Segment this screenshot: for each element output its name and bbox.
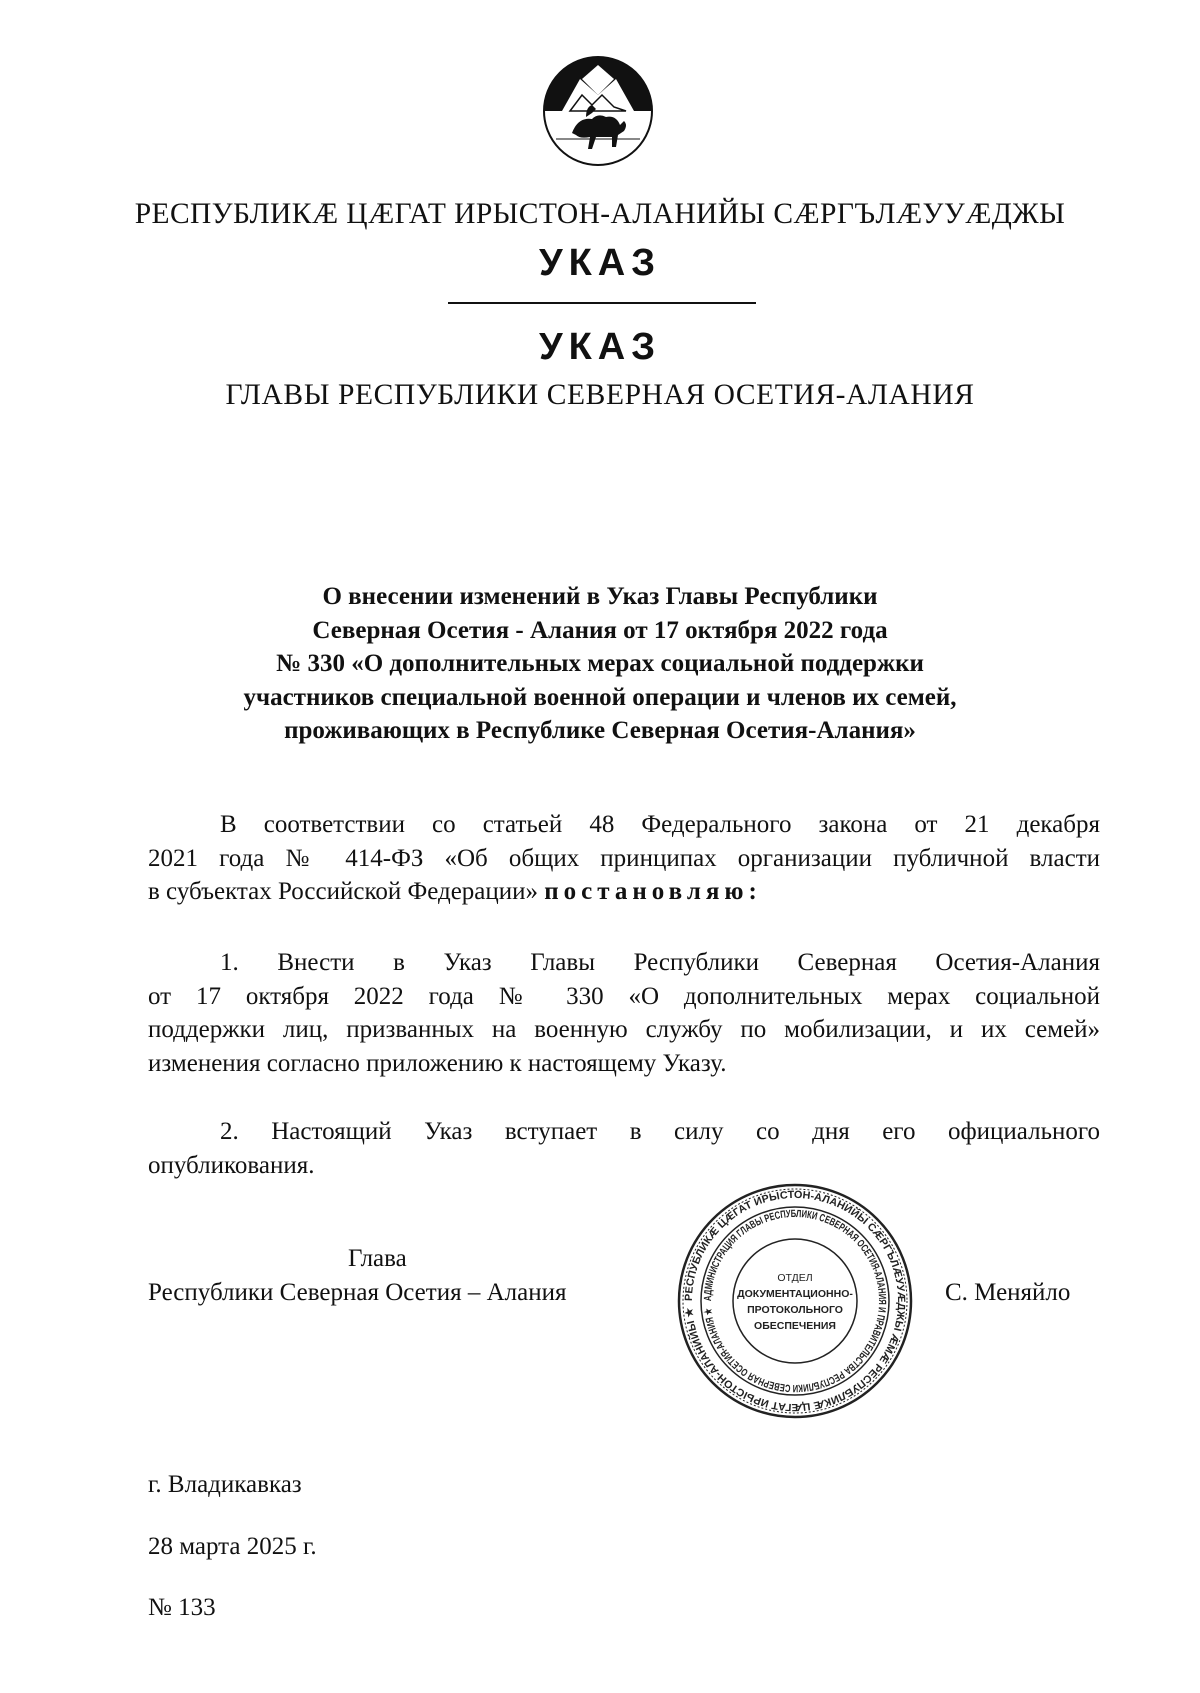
signatory-title-line: Глава (348, 1245, 407, 1272)
decree-number: № 133 (148, 1594, 216, 1621)
issue-place: г. Владикавказ (148, 1471, 302, 1498)
preamble-text: в субъектах Российской Федерации» (148, 878, 539, 906)
org-name-russian: ГЛАВЫ РЕСПУБЛИКИ СЕВЕРНАЯ ОСЕТИЯ-АЛАНИЯ (225, 379, 975, 411)
signatory-name: С. Меняйло (945, 1279, 1071, 1306)
heading-divider (448, 302, 756, 304)
signatory-title (148, 1242, 566, 1309)
signatory-title-line: Республики Северная Осетия – Алания (148, 1278, 567, 1306)
decree-heading-russian: УКАЗ (538, 326, 662, 368)
title-line: участников специальной военной операции и членов их семей, (243, 683, 957, 711)
org-name-ossetian: РЕСПУБЛИКӔ ЦӔГАТ ИРЫСТОН-АЛАНИЙЫ СӔРГЪЛӔУУӔДЖЫ (134, 198, 1066, 230)
title-line: № 330 «О дополнительных мерах социальной поддержки (276, 650, 924, 678)
item-1-paragraph (148, 946, 1100, 1080)
coat-of-arms-icon (542, 55, 654, 167)
seal-center-line: ОБЕСПЕЧЕНИЯ (754, 1320, 836, 1332)
title-line: О внесении изменений в Указ Главы Республики (322, 583, 878, 610)
title-line: проживающих в Республике Северная Осетия-Алания» (284, 717, 916, 745)
item-2-paragraph (148, 1115, 1100, 1182)
issue-date: 28 марта 2025 г. (148, 1533, 317, 1560)
seal-middle-text: АДМИНИСТРАЦИЯ ГЛАВЫ РЕСПУБЛИКИ СЕВЕРНАЯ ОСЕТИЯ-АЛАНИЯ И ПРАВИТЕЛЬСТВА РЕСПУБЛИКИ СЕВЕРНАЯ ОСЕТИЯ-АЛАНИЯ ★ (701, 1207, 889, 1395)
paragraph-line: 2. Настоящий Указ вступает в силу со дня его официального (220, 1118, 1100, 1145)
seal-center-line: ДОКУМЕНТАЦИОННО- (737, 1288, 853, 1300)
seal-center-line: ОТДЕЛ (777, 1272, 813, 1284)
paragraph-line: В соответствии со статьей 48 Федерального закона от 21 декабря (220, 811, 1100, 838)
svg-text:РЕСПУБЛИКӔ ЦӔГАТ ИРЫСТОН-АЛАНИ (683, 1189, 907, 1413)
decree-heading-ossetian: УКАЗ (538, 242, 662, 284)
paragraph-line: 1. Внести в Указ Главы Республики Северная Осетия-Алания (220, 949, 1100, 976)
paragraph-line: 2021 года № 414-ФЗ «Об общих принципах организации публичной власти (148, 844, 1100, 872)
title-line: Северная Осетия - Алания от 17 октября 2022 года (312, 616, 888, 644)
paragraph-line: изменения согласно приложению к настоящему Указу. (148, 1049, 727, 1077)
decree-title (150, 580, 1050, 748)
seal-center-line: ПРОТОКОЛЬНОГО (747, 1304, 843, 1316)
preamble-paragraph (148, 808, 1100, 909)
official-seal-stamp (676, 1182, 914, 1420)
paragraph-line: поддержки лиц, призванных на военную службу по мобилизации, и их семей» (148, 1016, 1100, 1044)
resolution-word: постановляю: (544, 878, 762, 906)
paragraph-line: опубликования. (148, 1151, 315, 1179)
paragraph-line: от 17 октября 2022 года № 330 «О дополнительных мерах социальной (148, 982, 1100, 1010)
svg-text:АДМИНИСТРАЦИЯ ГЛАВЫ РЕСПУБЛИКИ (702, 1208, 888, 1394)
seal-outer-text: РЕСПУБЛИКӔ ЦӔГАТ ИРЫСТОН-АЛАНИЙЫ СӔРГЪЛӔУУӔДЖЫ ӔМӔ РЕСПУБЛИКӔ ЦӔГАТ ИРЫСТОН-АЛАНИЙЫ ★ (682, 1188, 908, 1414)
paragraph-line (148, 875, 1100, 909)
